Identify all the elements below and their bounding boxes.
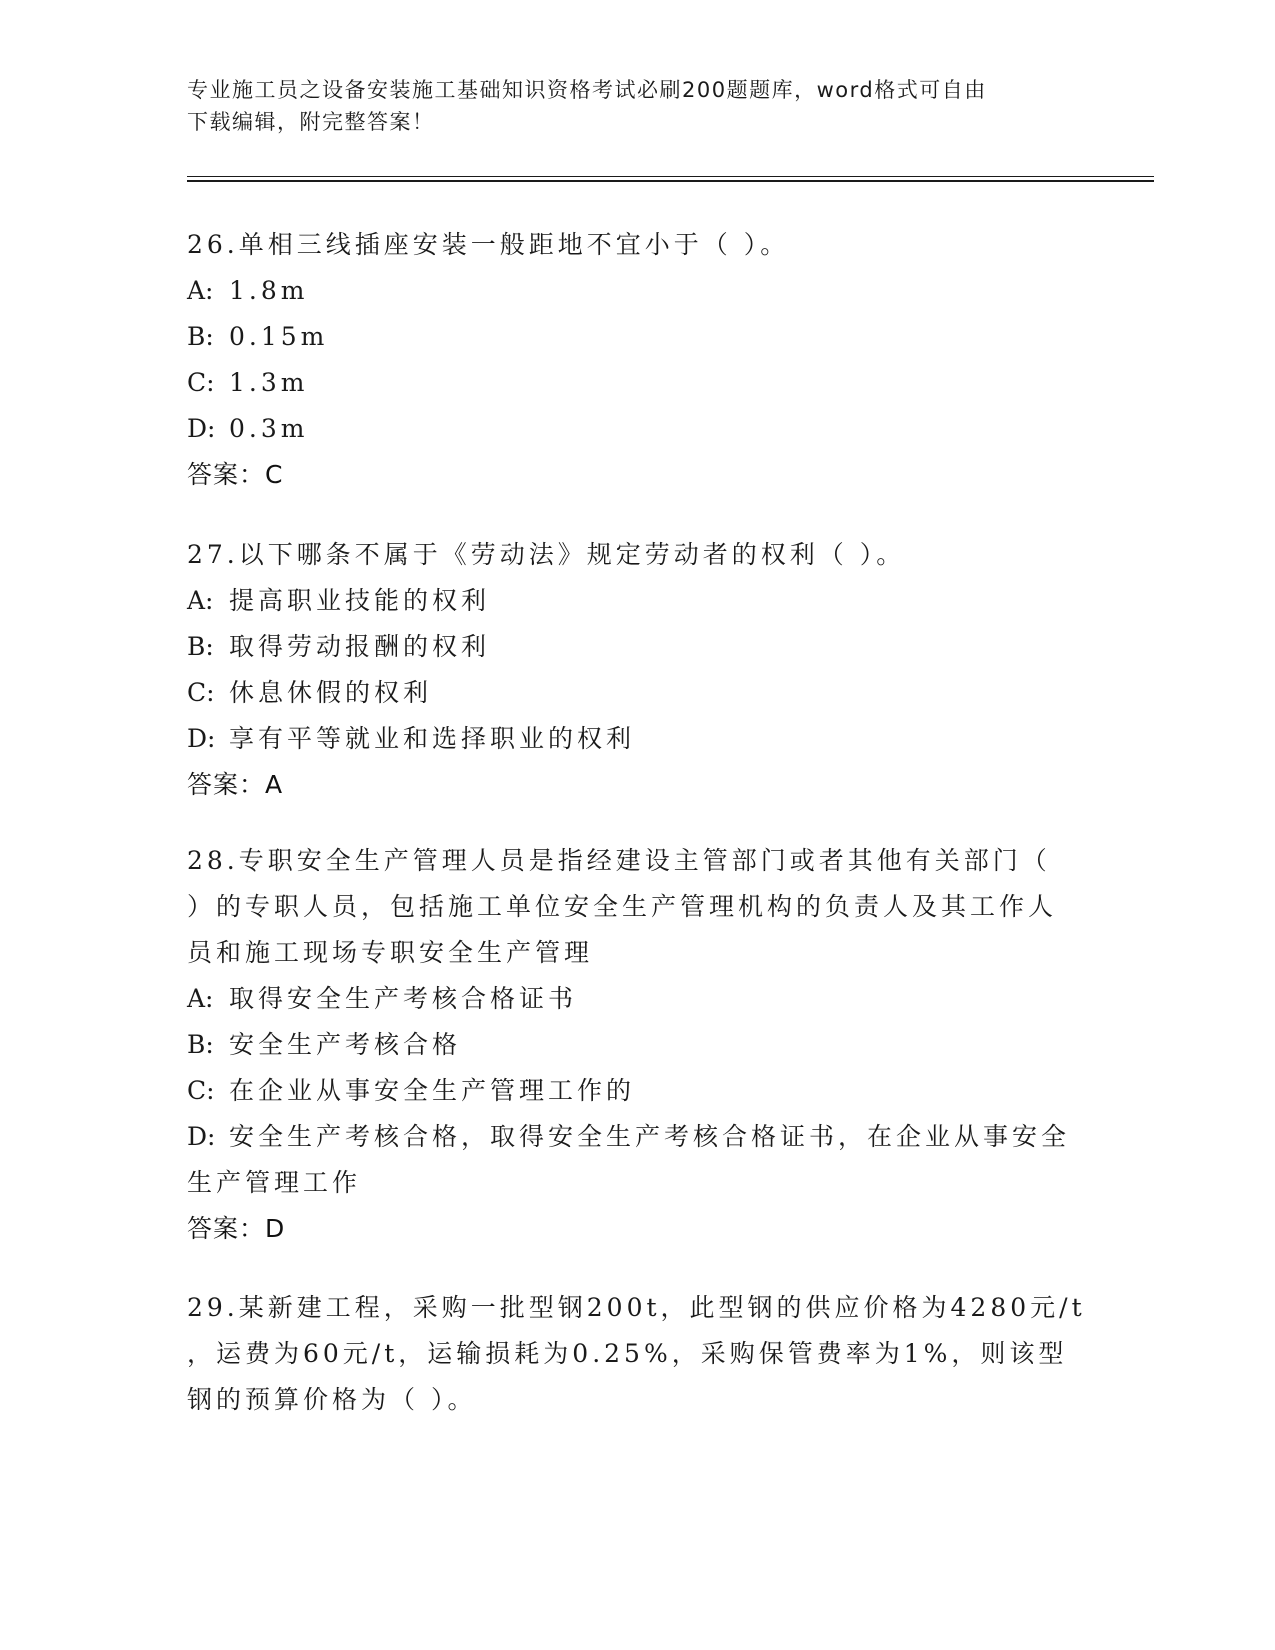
option-text: 享有平等就业和选择职业的权利	[229, 724, 636, 753]
option-key: B:	[187, 632, 214, 661]
option-key: C:	[187, 1076, 215, 1105]
option-text: 取得劳动报酬的权利	[229, 632, 491, 661]
option-key: C:	[187, 678, 215, 707]
option-key: D:	[187, 1122, 216, 1151]
question-stem-line: 27.以下哪条不属于《劳动法》规定劳动者的权利（ ）。	[187, 540, 906, 569]
answer-line: 答案：A	[187, 770, 284, 799]
answer-line: 答案：C	[187, 460, 284, 489]
option-c	[187, 360, 1077, 406]
header-divider-thick	[187, 180, 1154, 182]
option-text: 0.15m	[229, 322, 329, 351]
option-d	[187, 1114, 1077, 1160]
option-d-continuation: 生产管理工作	[187, 1168, 362, 1197]
option-text: 休息休假的权利	[229, 678, 433, 707]
option-a	[187, 578, 1077, 624]
answer-line: 答案：D	[187, 1214, 286, 1243]
option-key: A:	[187, 276, 214, 305]
option-text: 1.8m	[229, 276, 309, 305]
question-stem-line: 29.某新建工程，采购一批型钢200t，此型钢的供应价格为4280元/t	[187, 1293, 1086, 1322]
question-29	[187, 1285, 1086, 1423]
option-b	[187, 1022, 1077, 1068]
question-stem-line: 员和施工现场专职安全生产管理	[187, 938, 594, 967]
option-key: D:	[187, 414, 216, 443]
question-stem-line: ）的专职人员，包括施工单位安全生产管理机构的负责人及其工作人	[187, 892, 1058, 921]
option-d	[187, 716, 1077, 762]
header-line-2: 下载编辑，附完整答案！	[187, 110, 435, 134]
option-text: 1.3m	[229, 368, 309, 397]
option-text: 安全生产考核合格	[229, 1030, 462, 1059]
option-text: 在企业从事安全生产管理工作的	[229, 1076, 636, 1105]
document-header	[187, 74, 1067, 138]
option-b	[187, 624, 1077, 670]
question-27	[187, 532, 1077, 808]
header-line-1: 专业施工员之设备安装施工基础知识资格考试必刷200题题库，word格式可自由	[187, 78, 987, 102]
option-text: 0.3m	[229, 414, 309, 443]
option-key: B:	[187, 322, 214, 351]
option-d	[187, 406, 1077, 452]
question-26	[187, 222, 1077, 498]
option-text: 取得安全生产考核合格证书	[229, 984, 578, 1013]
option-key: A:	[187, 586, 214, 615]
question-stem-line: 钢的预算价格为（ ）。	[187, 1385, 477, 1414]
question-stem-line: 28.专职安全生产管理人员是指经建设主管部门或者其他有关部门（	[187, 846, 1051, 875]
question-28	[187, 838, 1077, 1252]
option-key: B:	[187, 1030, 214, 1059]
question-stem-line: 26.单相三线插座安装一般距地不宜小于（ ）。	[187, 230, 790, 259]
option-key: C:	[187, 368, 215, 397]
header-divider-thin	[187, 176, 1154, 177]
option-b	[187, 314, 1077, 360]
option-text: 安全生产考核合格，取得安全生产考核合格证书，在企业从事安全	[229, 1122, 1071, 1151]
option-a	[187, 976, 1077, 1022]
option-text: 提高职业技能的权利	[229, 586, 491, 615]
option-c	[187, 670, 1077, 716]
option-key: A:	[187, 984, 214, 1013]
option-c	[187, 1068, 1077, 1114]
option-a	[187, 268, 1077, 314]
option-key: D:	[187, 724, 216, 753]
question-stem-line: ，运费为60元/t，运输损耗为0.25%，采购保管费率为1%，则该型	[187, 1339, 1068, 1368]
